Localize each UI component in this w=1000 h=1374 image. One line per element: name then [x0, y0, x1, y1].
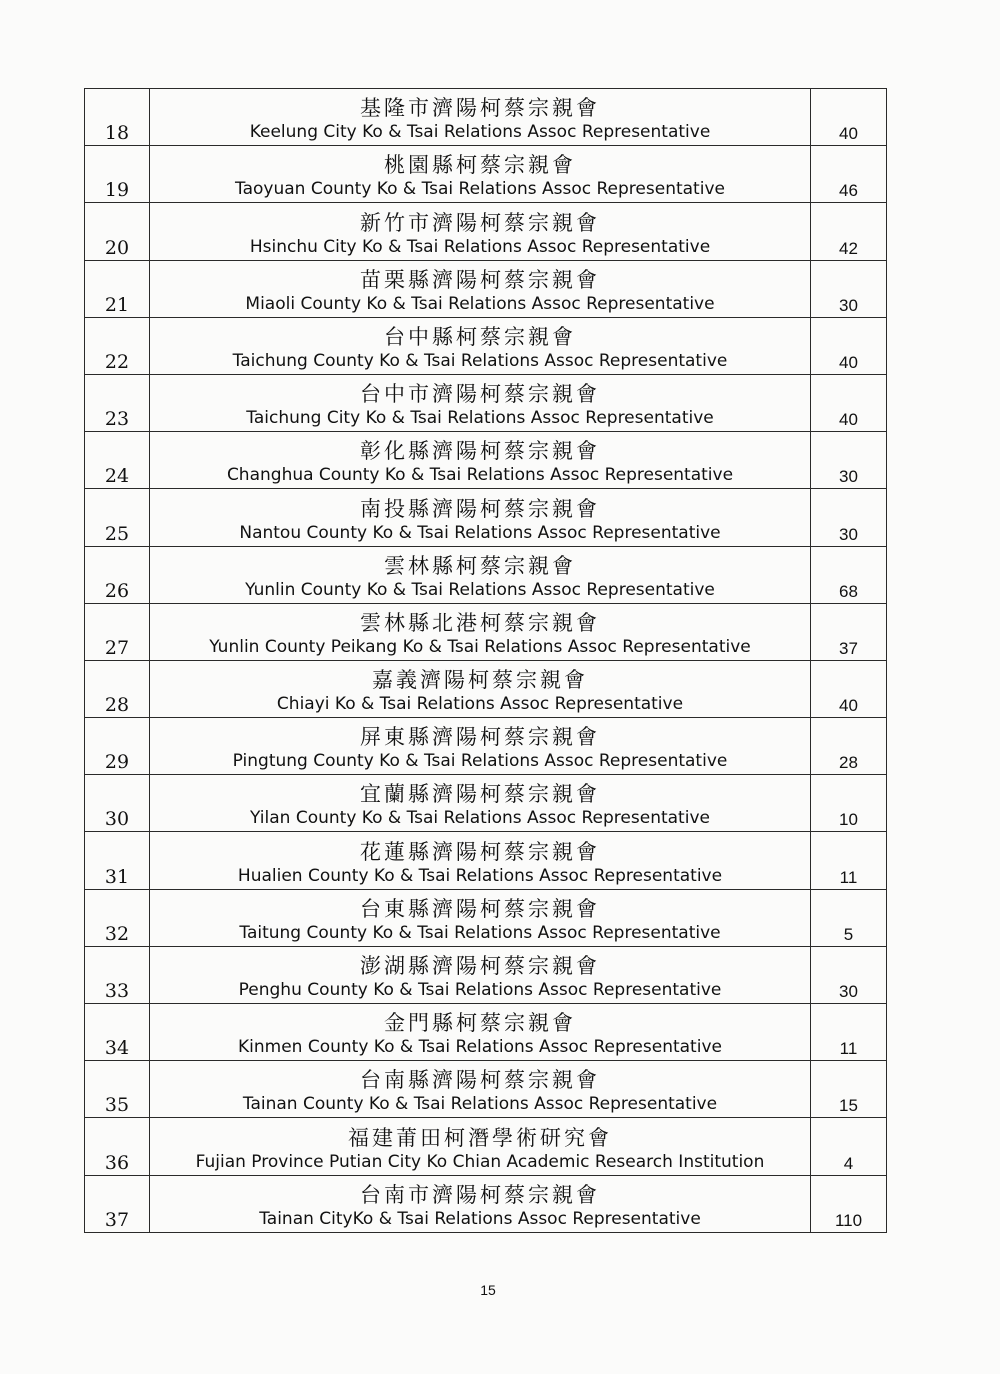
association-name-english: Taoyuan County Ko & Tsai Relations Assoc Representative	[235, 179, 725, 200]
representative-count: 40	[839, 410, 858, 430]
row-number: 30	[104, 808, 130, 831]
representative-count: 40	[839, 352, 858, 372]
association-table-body	[85, 89, 887, 1233]
table-row	[85, 260, 887, 317]
count-cell	[811, 889, 887, 946]
representative-count: 40	[839, 124, 858, 144]
association-name-chinese: 台南市濟陽柯蔡宗親會	[360, 1182, 600, 1207]
row-number: 29	[104, 751, 130, 774]
association-name-chinese: 福建莆田柯潛學術研究會	[348, 1125, 612, 1150]
association-name-cell	[150, 489, 811, 546]
representative-count: 42	[839, 238, 858, 258]
row-number: 34	[104, 1037, 130, 1060]
association-name-chinese: 雲林縣柯蔡宗親會	[384, 553, 576, 578]
row-number-cell	[85, 775, 150, 832]
row-number-cell	[85, 718, 150, 775]
row-number: 18	[104, 122, 130, 145]
row-number-cell	[85, 489, 150, 546]
row-number-cell	[85, 660, 150, 717]
count-cell	[811, 317, 887, 374]
count-cell	[811, 546, 887, 603]
association-name-english: Changhua County Ko & Tsai Relations Assoc Representative	[226, 465, 734, 486]
row-number-cell	[85, 546, 150, 603]
row-number-cell	[85, 89, 150, 146]
table-row	[85, 146, 887, 203]
count-cell	[811, 146, 887, 203]
association-name-cell	[150, 832, 811, 889]
count-cell	[811, 260, 887, 317]
association-name-cell	[150, 546, 811, 603]
row-number: 37	[104, 1208, 130, 1231]
association-name-chinese: 台東縣濟陽柯蔡宗親會	[360, 896, 600, 921]
row-number-cell	[85, 374, 150, 431]
row-number-cell	[85, 1004, 150, 1061]
page-number: 15	[480, 1282, 496, 1298]
row-number: 24	[104, 465, 130, 488]
representative-count: 46	[839, 181, 858, 201]
association-name-english: Taichung City Ko & Tsai Relations Assoc Representative	[246, 408, 714, 429]
row-number-cell	[85, 889, 150, 946]
table-row	[85, 1118, 887, 1175]
count-cell	[811, 775, 887, 832]
row-number-cell	[85, 603, 150, 660]
table-row	[85, 203, 887, 260]
table-row	[85, 775, 887, 832]
row-number: 35	[104, 1094, 130, 1117]
table-row	[85, 317, 887, 374]
table-row	[85, 546, 887, 603]
row-number: 25	[104, 522, 130, 545]
count-cell	[811, 203, 887, 260]
association-name-english: Tainan CityKo & Tsai Relations Assoc Representative	[259, 1208, 701, 1229]
association-name-cell	[150, 1061, 811, 1118]
association-name-english: Hsinchu City Ko & Tsai Relations Assoc Representative	[249, 236, 711, 257]
row-number: 22	[104, 350, 130, 373]
table-row	[85, 432, 887, 489]
representative-count: 40	[839, 696, 858, 716]
association-name-chinese: 苗栗縣濟陽柯蔡宗親會	[360, 267, 600, 292]
association-name-cell	[150, 775, 811, 832]
count-cell	[811, 89, 887, 146]
count-cell	[811, 1175, 887, 1232]
association-name-chinese: 澎湖縣濟陽柯蔡宗親會	[360, 954, 600, 978]
representative-count: 11	[839, 1039, 858, 1059]
representative-count: 37	[839, 638, 858, 658]
association-name-chinese: 彰化縣濟陽柯蔡宗親會	[360, 439, 600, 464]
representative-count: 30	[839, 295, 858, 315]
row-number-cell	[85, 1175, 150, 1232]
association-name-english: Miaoli County Ko & Tsai Relations Assoc Representative	[245, 293, 715, 314]
table-row	[85, 1004, 887, 1061]
row-number-cell	[85, 1061, 150, 1118]
table-row	[85, 1175, 887, 1232]
table-row	[85, 946, 887, 1003]
association-name-cell	[150, 146, 811, 203]
row-number-cell	[85, 946, 150, 1003]
association-name-chinese: 桃園縣柯蔡宗親會	[384, 153, 576, 178]
association-name-english: Chiayi Ko & Tsai Relations Assoc Representative	[276, 694, 684, 715]
association-name-english: Fujian Province Putian City Ko Chian Academic Research Institution	[195, 1151, 765, 1172]
representative-count: 15	[839, 1096, 858, 1116]
association-name-chinese: 新竹市濟陽柯蔡宗親會	[360, 210, 600, 235]
row-number: 23	[104, 408, 130, 431]
table-row	[85, 374, 887, 431]
association-name-cell	[150, 374, 811, 431]
row-number: 20	[104, 236, 130, 259]
table-row	[85, 1061, 887, 1118]
association-name-cell	[150, 946, 811, 1003]
table-row	[85, 832, 887, 889]
row-number-cell	[85, 203, 150, 260]
table-row	[85, 489, 887, 546]
row-number: 36	[104, 1151, 130, 1174]
association-name-cell	[150, 889, 811, 946]
association-name-chinese: 金門縣柯蔡宗親會	[384, 1011, 576, 1036]
count-cell	[811, 489, 887, 546]
representative-count: 10	[839, 810, 858, 830]
association-name-english: Pingtung County Ko & Tsai Relations Assoc Representative	[232, 751, 728, 772]
row-number: 21	[104, 293, 130, 316]
association-name-english: Taichung County Ko & Tsai Relations Assoc Representative	[232, 350, 728, 371]
association-name-cell	[150, 317, 811, 374]
count-cell	[811, 660, 887, 717]
association-name-english: Kinmen County Ko & Tsai Relations Assoc Representative	[238, 1037, 722, 1058]
row-number-cell	[85, 146, 150, 203]
association-name-english: Yunlin County Peikang Ko & Tsai Relations Assoc Representative	[209, 636, 751, 657]
row-number: 28	[104, 694, 130, 717]
table-row	[85, 718, 887, 775]
count-cell	[811, 946, 887, 1003]
row-number: 31	[104, 865, 130, 888]
count-cell	[811, 832, 887, 889]
association-name-chinese: 台中市濟陽柯蔡宗親會	[360, 382, 600, 407]
count-cell	[811, 1061, 887, 1118]
representative-count: 30	[839, 982, 858, 1001]
association-name-chinese: 花蓮縣濟陽柯蔡宗親會	[360, 839, 600, 864]
count-cell	[811, 374, 887, 431]
association-name-chinese: 雲林縣北港柯蔡宗親會	[360, 610, 600, 635]
representative-count: 28	[839, 753, 858, 773]
representative-count: 4	[843, 1153, 854, 1173]
association-name-chinese: 宜蘭縣濟陽柯蔡宗親會	[360, 782, 600, 807]
count-cell	[811, 718, 887, 775]
count-cell	[811, 603, 887, 660]
association-name-english: Hualien County Ko & Tsai Relations Assoc Representative	[237, 865, 723, 886]
representative-count: 68	[839, 581, 858, 601]
association-name-english: Keelung City Ko & Tsai Relations Assoc Representative	[249, 122, 711, 143]
row-number-cell	[85, 317, 150, 374]
count-cell	[811, 1004, 887, 1061]
association-name-cell	[150, 603, 811, 660]
row-number: 33	[104, 980, 130, 1002]
association-name-cell	[150, 1118, 811, 1175]
table-row	[85, 660, 887, 717]
row-number-cell	[85, 432, 150, 489]
association-name-chinese: 南投縣濟陽柯蔡宗親會	[360, 496, 600, 521]
association-name-english: Nantou County Ko & Tsai Relations Assoc Representative	[239, 522, 721, 543]
association-name-english: Yilan County Ko & Tsai Relations Assoc Representative	[250, 808, 710, 829]
representative-count: 110	[834, 1210, 863, 1230]
representative-count: 11	[839, 867, 858, 887]
table-row	[85, 603, 887, 660]
row-number: 32	[104, 922, 130, 945]
row-number-cell	[85, 832, 150, 889]
association-name-cell	[150, 1004, 811, 1061]
association-name-cell	[150, 1175, 811, 1232]
row-number: 19	[104, 179, 130, 202]
association-name-chinese: 屏東縣濟陽柯蔡宗親會	[360, 725, 600, 750]
association-name-cell	[150, 660, 811, 717]
association-name-chinese: 台中縣柯蔡宗親會	[384, 324, 576, 349]
representative-count: 30	[839, 524, 858, 544]
row-number-cell	[85, 260, 150, 317]
association-name-english: Penghu County Ko & Tsai Relations Assoc Representative	[238, 980, 722, 1000]
count-cell	[811, 1118, 887, 1175]
row-number: 27	[104, 636, 130, 659]
row-number: 26	[104, 579, 130, 602]
association-table	[84, 88, 887, 1233]
row-number-cell	[85, 1118, 150, 1175]
count-cell	[811, 432, 887, 489]
association-name-cell	[150, 203, 811, 260]
representative-count: 5	[843, 924, 854, 944]
association-name-chinese: 嘉義濟陽柯蔡宗親會	[372, 668, 588, 693]
association-name-english: Yunlin County Ko & Tsai Relations Assoc Representative	[245, 579, 715, 600]
association-name-cell	[150, 718, 811, 775]
table-row	[85, 89, 887, 146]
table-row	[85, 889, 887, 946]
representative-count: 30	[839, 467, 858, 487]
association-name-english: Taitung County Ko & Tsai Relations Assoc Representative	[239, 922, 721, 943]
association-name-chinese: 台南縣濟陽柯蔡宗親會	[360, 1068, 600, 1093]
association-name-cell	[150, 432, 811, 489]
association-name-english: Tainan County Ko & Tsai Relations Assoc Representative	[242, 1094, 718, 1115]
association-name-chinese: 基隆市濟陽柯蔡宗親會	[360, 96, 600, 121]
association-name-cell	[150, 260, 811, 317]
association-name-cell	[150, 89, 811, 146]
